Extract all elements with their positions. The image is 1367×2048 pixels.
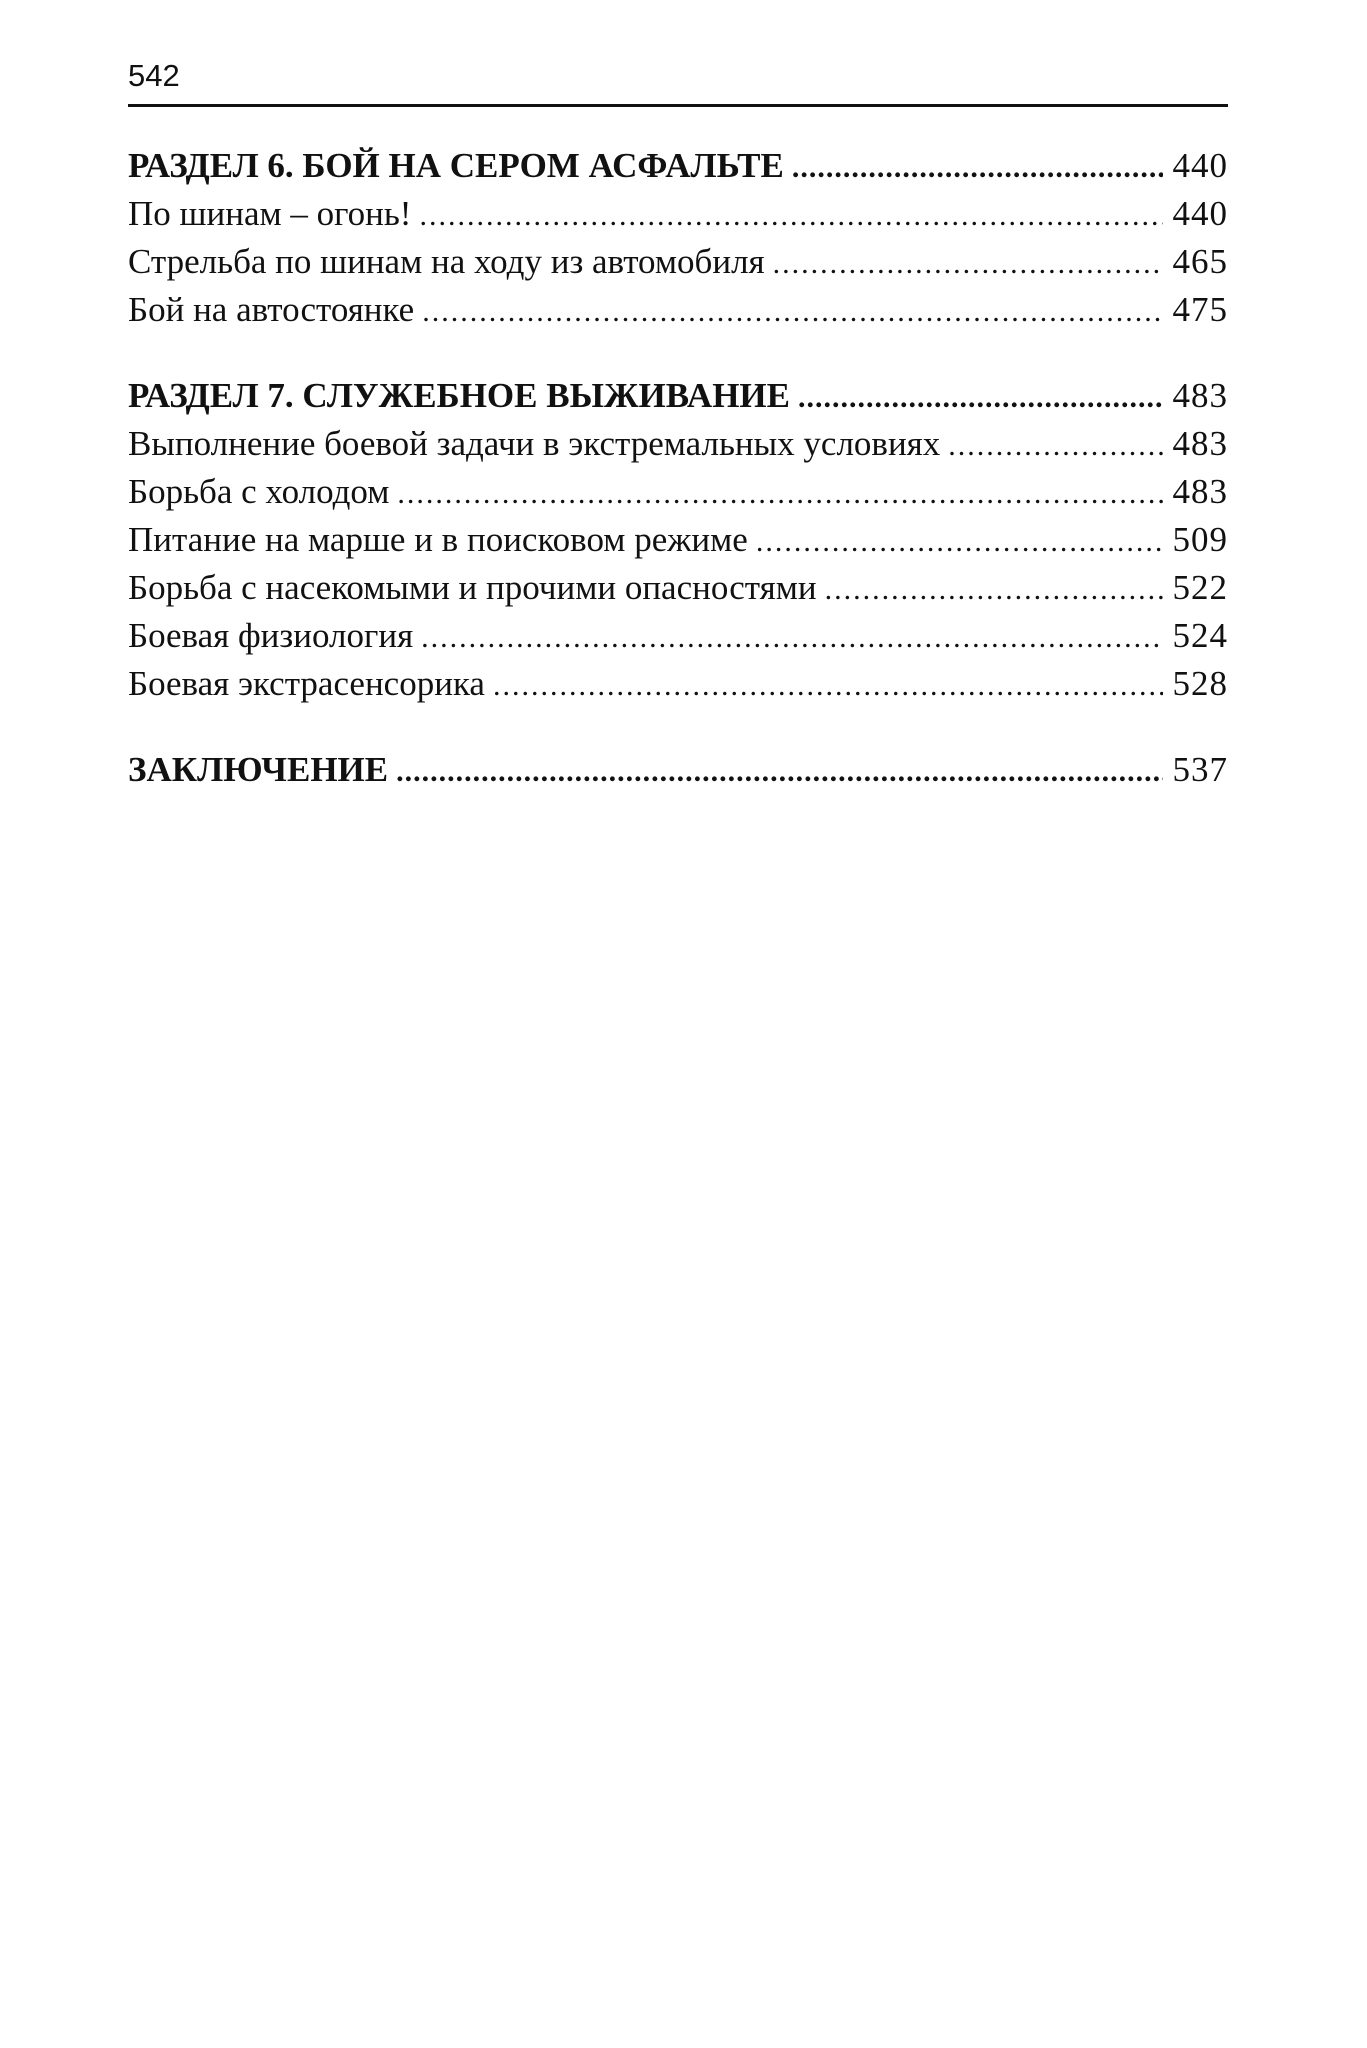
toc-page-number: 475 bbox=[1172, 290, 1228, 329]
dot-leader bbox=[419, 192, 1162, 238]
toc-section-conclusion bbox=[128, 746, 1228, 794]
dot-leader bbox=[396, 748, 1162, 794]
toc-section-7 bbox=[128, 372, 1228, 708]
dot-leader bbox=[798, 374, 1163, 420]
toc-entry-title: Боевая физиология bbox=[128, 616, 414, 655]
toc-page-number: 440 bbox=[1172, 194, 1228, 233]
toc-entry[interactable] bbox=[128, 420, 1228, 468]
dot-leader bbox=[756, 518, 1163, 564]
toc-entry-title: Выполнение боевой задачи в экстремальных условиях bbox=[128, 424, 941, 463]
toc-heading-title: РАЗДЕЛ 7. СЛУЖЕБНОЕ ВЫЖИВАНИЕ bbox=[128, 376, 790, 415]
toc-heading-title: РАЗДЕЛ 6. БОЙ НА СЕРОМ АСФАЛЬТЕ bbox=[128, 146, 784, 185]
dot-leader bbox=[397, 470, 1162, 516]
toc-entry[interactable] bbox=[128, 564, 1228, 612]
toc-page-number: 524 bbox=[1172, 616, 1228, 655]
toc-entry-title: Бой на автостоянке bbox=[128, 290, 415, 329]
dot-leader bbox=[792, 144, 1163, 190]
toc-entry-title: Питание на марше и в поисковом режиме bbox=[128, 520, 748, 559]
toc-page-number: 522 bbox=[1172, 568, 1228, 607]
toc-page-number: 483 bbox=[1172, 472, 1228, 511]
page-number: 542 bbox=[128, 58, 180, 93]
toc-entry[interactable] bbox=[128, 612, 1228, 660]
toc-page-number: 465 bbox=[1172, 242, 1228, 281]
table-of-contents bbox=[128, 142, 1228, 794]
toc-page-number: 509 bbox=[1172, 520, 1228, 559]
toc-page-number: 528 bbox=[1172, 664, 1228, 703]
toc-entry[interactable] bbox=[128, 190, 1228, 238]
dot-leader bbox=[422, 288, 1162, 334]
dot-leader bbox=[421, 614, 1162, 660]
toc-entry[interactable] bbox=[128, 468, 1228, 516]
toc-entry[interactable] bbox=[128, 660, 1228, 708]
toc-entry-title: Борьба с насекомыми и прочими опасностями bbox=[128, 568, 817, 607]
dot-leader bbox=[493, 662, 1163, 708]
toc-entry-title: По шинам – огонь! bbox=[128, 194, 412, 233]
toc-page-number: 440 bbox=[1172, 146, 1228, 185]
header-rule bbox=[128, 104, 1228, 107]
toc-entry-title: Стрельба по шинам на ходу из автомобиля bbox=[128, 242, 765, 281]
toc-entry[interactable] bbox=[128, 238, 1228, 286]
toc-page-number: 483 bbox=[1172, 376, 1228, 415]
toc-section-6 bbox=[128, 142, 1228, 334]
toc-entry[interactable] bbox=[128, 516, 1228, 564]
toc-heading[interactable] bbox=[128, 142, 1228, 190]
toc-page-number: 483 bbox=[1172, 424, 1228, 463]
dot-leader bbox=[773, 240, 1163, 286]
toc-page-number: 537 bbox=[1172, 750, 1228, 789]
toc-entry-title: Борьба с холодом bbox=[128, 472, 390, 511]
toc-heading[interactable] bbox=[128, 746, 1228, 794]
toc-heading[interactable] bbox=[128, 372, 1228, 420]
dot-leader bbox=[825, 566, 1163, 612]
toc-entry[interactable] bbox=[128, 286, 1228, 334]
toc-heading-title: ЗАКЛЮЧЕНИЕ bbox=[128, 750, 389, 789]
toc-entry-title: Боевая экстрасенсорика bbox=[128, 664, 485, 703]
dot-leader bbox=[948, 422, 1162, 468]
